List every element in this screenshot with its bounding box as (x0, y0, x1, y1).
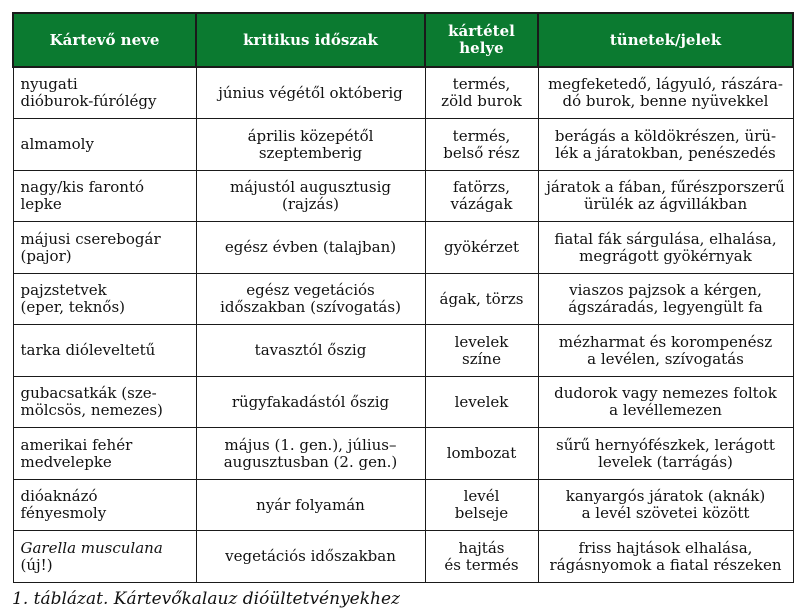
damage-location-cell: hajtás és termés (425, 531, 538, 583)
table-header (13, 13, 793, 67)
damage-location-cell: levelek színe (425, 325, 538, 377)
damage-location-cell: gyökérzet (425, 222, 538, 274)
table-row (13, 171, 793, 222)
damage-location-cell: fatörzs, vázágak (425, 171, 538, 222)
damage-location-cell: termés, zöld burok (425, 67, 538, 119)
pest-name-cell: gubacsatkák (sze- mölcsös, nemezes) (13, 377, 196, 428)
damage-location-cell: levelek (425, 377, 538, 428)
pest-name-cell: tarka dióleveltetű (13, 325, 196, 377)
pest-scientific-name: Garella musculana (20, 538, 163, 557)
symptoms-cell: mézharmat és korompenész a levélen, szívogatás (538, 325, 793, 377)
symptoms-cell: fiatal fák sárgulása, elhalása, megrágott gyökérnyak (538, 222, 793, 274)
table-caption: 1. táblázat. Kártevőkalauz dióültetvényekhez (12, 589, 400, 609)
critical-period-cell: május (1. gen.), július– augusztusban (2. gen.) (196, 428, 425, 480)
pest-name-cell: nagy/kis farontó lepke (13, 171, 196, 222)
symptoms-cell: friss hajtások elhalása, rágásnyomok a fiatal részeken (538, 531, 793, 583)
header-pest-name: Kártevő neve (13, 13, 196, 67)
pest-name-suffix: (új!) (20, 555, 53, 574)
symptoms-cell: viaszos pajzsok a kérgen, ágszáradás, legyengült fa (538, 274, 793, 325)
critical-period-cell: májustól augusztusig (rajzás) (196, 171, 425, 222)
symptoms-cell: berágás a köldökrészen, ürü- lék a járatokban, penészedés (538, 119, 793, 171)
table-row (13, 274, 793, 325)
table-row (13, 222, 793, 274)
table-row (13, 119, 793, 171)
symptoms-cell: dudorok vagy nemezes foltok a levéllemezen (538, 377, 793, 428)
pest-name-cell: pajzstetvek (eper, teknős) (13, 274, 196, 325)
critical-period-cell: tavasztól őszig (196, 325, 425, 377)
critical-period-cell: nyár folyamán (196, 480, 425, 531)
symptoms-cell: megfeketedő, lágyuló, rászára- dó burok, benne nyüvekkel (538, 67, 793, 119)
critical-period-cell: rügyfakadástól őszig (196, 377, 425, 428)
header-damage-location: kártétel helye (425, 13, 538, 67)
damage-location-cell: levél belseje (425, 480, 538, 531)
pest-name-cell: dióaknázó fényesmoly (13, 480, 196, 531)
table-row (13, 428, 793, 480)
header-row (13, 13, 793, 67)
pest-guide-table (12, 12, 794, 583)
header-symptoms: tünetek/jelek (538, 13, 793, 67)
damage-location-cell: ágak, törzs (425, 274, 538, 325)
critical-period-cell: vegetációs időszakban (196, 531, 425, 583)
critical-period-cell: április közepétől szeptemberig (196, 119, 425, 171)
pest-name-cell (13, 531, 196, 583)
table-row (13, 377, 793, 428)
damage-location-cell: termés, belső rész (425, 119, 538, 171)
table-row (13, 67, 793, 119)
table-row (13, 325, 793, 377)
table-body (13, 67, 793, 583)
table-row (13, 480, 793, 531)
critical-period-cell: egész évben (talajban) (196, 222, 425, 274)
critical-period-cell: egész vegetációs időszakban (szívogatás) (196, 274, 425, 325)
header-critical-period: kritikus időszak (196, 13, 425, 67)
damage-location-cell: lombozat (425, 428, 538, 480)
symptoms-cell: sűrű hernyófészkek, lerágott levelek (tarrágás) (538, 428, 793, 480)
pest-name-cell: nyugati dióburok-fúrólégy (13, 67, 196, 119)
critical-period-cell: június végétől októberig (196, 67, 425, 119)
symptoms-cell: kanyargós járatok (aknák) a levél szövetei között (538, 480, 793, 531)
table-row (13, 531, 793, 583)
pest-name-cell: amerikai fehér medvelepke (13, 428, 196, 480)
pest-name-cell: májusi cserebogár (pajor) (13, 222, 196, 274)
pest-name-cell: almamoly (13, 119, 196, 171)
symptoms-cell: járatok a fában, fűrészporszerű ürülék az ágvillákban (538, 171, 793, 222)
